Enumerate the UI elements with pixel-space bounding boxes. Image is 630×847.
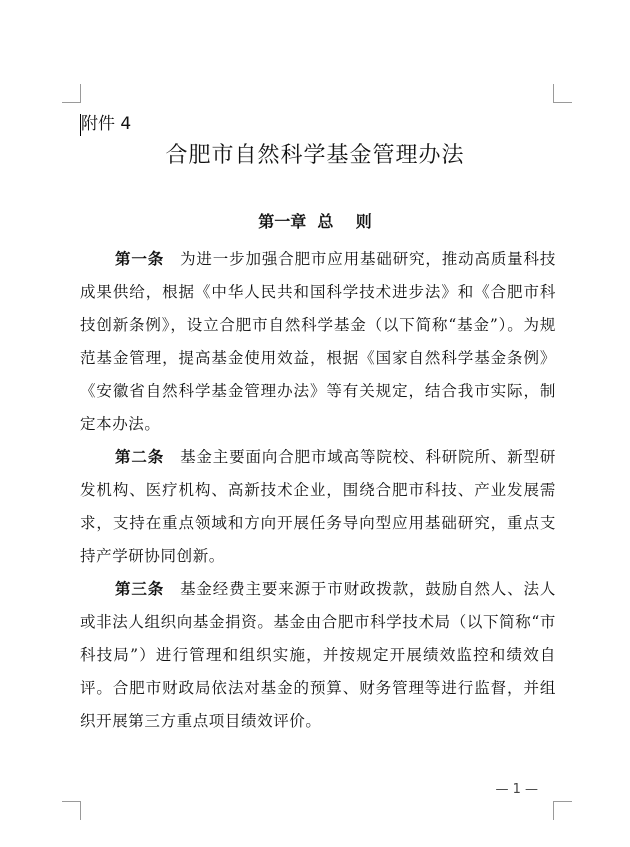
- chapter-heading: 第一章 总 则: [258, 212, 372, 231]
- article-paragraph: [80, 573, 556, 738]
- page-number: — 1 —: [495, 782, 538, 797]
- article-paragraph: [80, 441, 556, 573]
- article-label: 第三条: [115, 580, 165, 598]
- page-corner-mark-top-left: [62, 84, 81, 103]
- document-title: 合肥市自然科学基金管理办法: [165, 143, 465, 168]
- document-body: [80, 243, 556, 738]
- page-corner-mark-top-right: [553, 84, 572, 103]
- page-corner-mark-bottom-left: [62, 801, 81, 820]
- article-text: 基金主要面向合肥市域高等院校、科研院所、新型研发机构、医疗机构、高新技术企业，围绕合肥市科技、产业发展需求，支持在重点领域和方向开展任务导向型应用基础研究，重点支持产学研协同创新。: [80, 448, 556, 565]
- attachment-label: 附件 4: [81, 114, 132, 134]
- article-label: 第二条: [115, 448, 165, 466]
- page-corner-mark-bottom-right: [553, 801, 572, 820]
- article-text: 基金经费主要来源于市财政拨款，鼓励自然人、法人或非法人组织向基金捐资。基金由合肥市科学技术局（以下简称“市科技局”）进行管理和组织实施，并按规定开展绩效监控和绩效自评。合肥市财政局依法对基金的预算、财务管理等进行监督，并组织开展第三方重点项目绩效评价。: [80, 580, 556, 730]
- article-text: 为进一步加强合肥市应用基础研究，推动高质量科技成果供给，根据《中华人民共和国科学技术进步法》和《合肥市科技创新条例》，设立合肥市自然科学基金（以下简称“基金”）。为规范基金管理，提高基金使用效益，根据《国家自然科学基金条例》《安徽省自然科学基金管理办法》等有关规定，结合我市实际，制定本办法。: [80, 250, 556, 433]
- article-paragraph: [80, 243, 556, 441]
- article-label: 第一条: [115, 250, 165, 268]
